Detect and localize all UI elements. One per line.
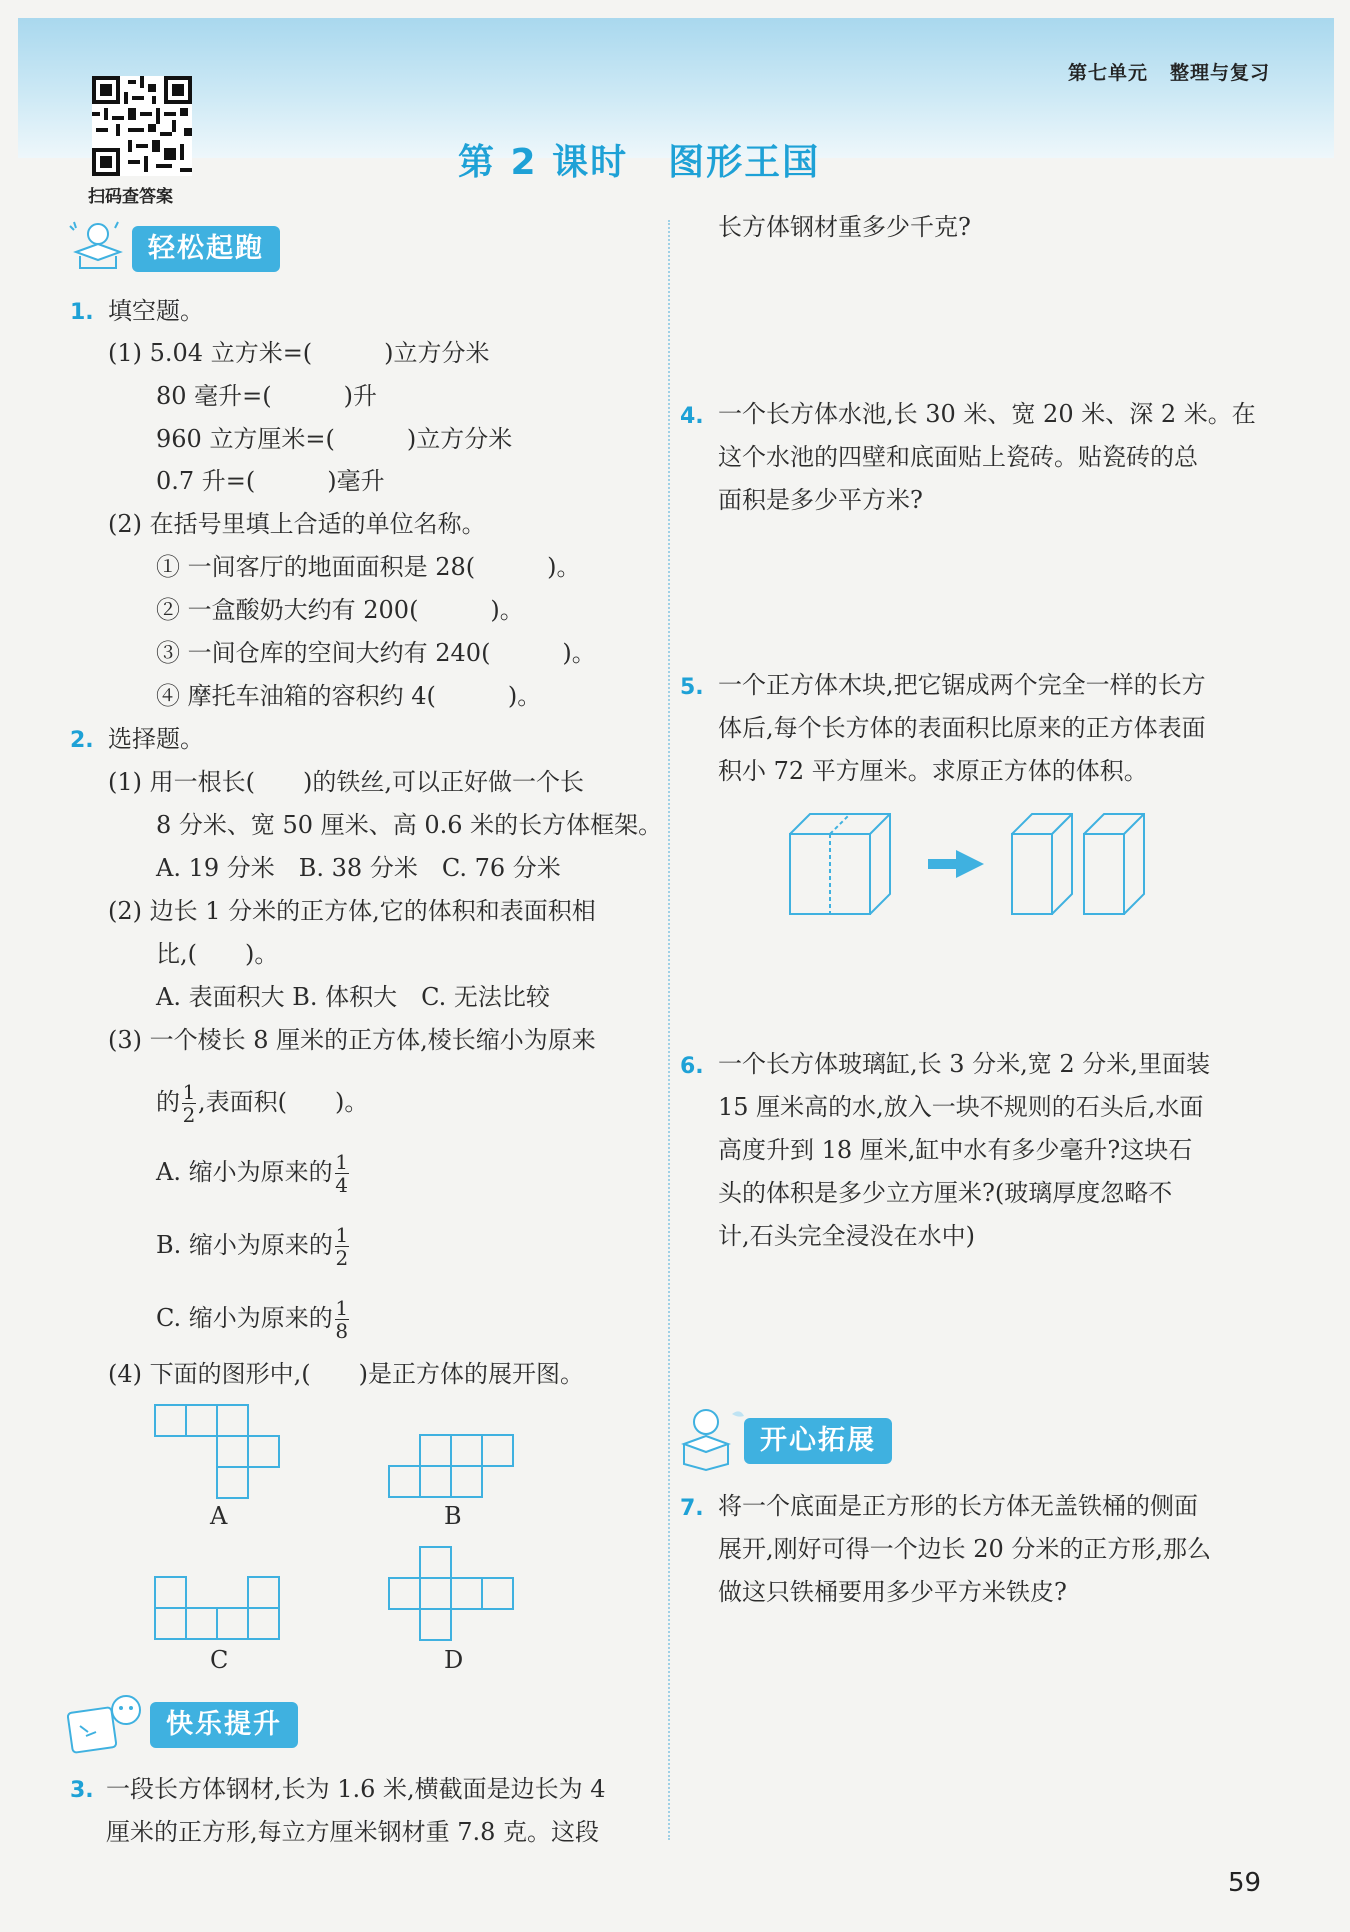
fill-line: 80 毫升=( )升 <box>156 382 378 410</box>
fraction: $\frac{1}{2}$ <box>335 1223 349 1270</box>
problem-line: 一个正方体木块,把它锯成两个完全一样的长方 <box>718 671 1206 699</box>
fill-line: 960 立方厘米=( )立方分米 <box>156 425 513 453</box>
choice-line: 比,( )。 <box>156 940 279 968</box>
choice-text: ,表面积( )。 <box>198 1088 369 1116</box>
section-badge-extend: 开心拓展 <box>744 1418 892 1464</box>
page-number: 59 <box>1228 1868 1262 1898</box>
section-badge-warmup: 轻松起跑 <box>132 226 280 272</box>
choice-line <box>156 1082 368 1125</box>
question-number: 5. <box>680 675 704 700</box>
qr-code[interactable] <box>92 76 192 176</box>
choice-options: A. 19 分米 B. 38 分米 C. 76 分米 <box>156 854 561 882</box>
fill-line: (1) 5.04 立方米=( )立方分米 <box>108 339 490 367</box>
qr-label: 扫码查答案 <box>88 187 173 207</box>
choice-line: (4) 下面的图形中,( )是正方体的展开图。 <box>108 1360 584 1388</box>
choice-line: (3) 一个棱长 8 厘米的正方体,棱长缩小为原来 <box>108 1026 596 1054</box>
lesson-title <box>458 134 820 185</box>
problem-line: 计,石头完全浸没在水中) <box>718 1222 975 1250</box>
problem-line: 这个水池的四壁和底面贴上瓷砖。贴瓷砖的总 <box>718 443 1198 471</box>
net-label-c: C <box>210 1646 229 1674</box>
unit-title <box>1068 58 1270 85</box>
problem-line: 一个长方体水池,长 30 米、宽 20 米、深 2 米。在 <box>718 400 1256 428</box>
option-b: B. 缩小为原来的 $\frac{1}{2}$ <box>156 1223 349 1270</box>
student-box-icon <box>676 1406 746 1472</box>
arrow-right-icon <box>928 850 984 878</box>
cube-net-d <box>388 1546 516 1642</box>
problem-line: 头的体积是多少立方厘米?(玻璃厚度忽略不 <box>718 1179 1173 1207</box>
question-number: 1. <box>70 300 94 325</box>
question-number: 6. <box>680 1054 704 1079</box>
problem-line: 高度升到 18 厘米,缸中水有多少毫升?这块石 <box>718 1136 1193 1164</box>
problem-line: 体后,每个长方体的表面积比原来的正方体表面 <box>718 714 1206 742</box>
choice-text: 的 <box>156 1088 180 1116</box>
question-number: 2. <box>70 728 94 753</box>
choice-options: A. 表面积大 B. 体积大 C. 无法比较 <box>156 983 550 1011</box>
problem-line: 长方体钢材重多少千克? <box>718 213 971 241</box>
option-a: A. 缩小为原来的 $\frac{1}{4}$ <box>156 1150 348 1197</box>
problem-line: 做这只铁桶要用多少平方米铁皮? <box>718 1578 1067 1606</box>
problem-line: 一段长方体钢材,长为 1.6 米,横截面是边长为 4 <box>106 1775 606 1803</box>
problem-line: 展开,刚好可得一个边长 20 分米的正方形,那么 <box>718 1535 1212 1563</box>
section-label: 整理与复习 <box>1169 62 1270 84</box>
option-c: C. 缩小为原来的 $\frac{1}{8}$ <box>156 1296 349 1343</box>
fill-line: ③ 一间仓库的空间大约有 240( )。 <box>156 639 596 667</box>
question-number: 7. <box>680 1496 704 1521</box>
problem-line: 一个长方体玻璃缸,长 3 分米,宽 2 分米,里面装 <box>718 1050 1210 1078</box>
cube-cut-diagram <box>788 812 1160 916</box>
question-title: 选择题。 <box>108 725 204 753</box>
fraction: $\frac{1}{2}$ <box>182 1080 196 1127</box>
column-divider <box>668 220 670 1840</box>
question-number: 4. <box>680 404 704 429</box>
fill-line: 0.7 升=( )毫升 <box>156 467 385 495</box>
net-label-b: B <box>444 1502 462 1530</box>
cube-net-a <box>154 1404 282 1500</box>
fill-line: ① 一间客厅的地面面积是 28( )。 <box>156 553 581 581</box>
question-title: 填空题。 <box>108 297 204 325</box>
problem-line: 将一个底面是正方形的长方体无盖铁桶的侧面 <box>718 1492 1198 1520</box>
cube-net-c <box>154 1576 282 1642</box>
choice-line: (1) 用一根长( )的铁丝,可以正好做一个长 <box>108 768 584 796</box>
fill-line: (2) 在括号里填上合适的单位名称。 <box>108 510 486 538</box>
choice-line: (2) 边长 1 分米的正方体,它的体积和表面积相 <box>108 897 596 925</box>
lesson-name: 图形王国 <box>668 142 821 183</box>
problem-line: 15 厘米高的水,放入一块不规则的石头后,水面 <box>718 1093 1204 1121</box>
section-badge-improve: 快乐提升 <box>150 1702 298 1748</box>
choice-line: 8 分米、宽 50 厘米、高 0.6 米的长方体框架。 <box>156 811 663 839</box>
problem-line: 厘米的正方形,每立方厘米钢材重 7.8 克。这段 <box>106 1818 600 1846</box>
fill-line: ② 一盒酸奶大约有 200( )。 <box>156 596 524 624</box>
lesson-number: 第 2 课时 <box>458 142 629 183</box>
net-label-a: A <box>210 1502 228 1530</box>
unit-label: 第七单元 <box>1067 62 1148 84</box>
question-number: 3. <box>70 1778 94 1803</box>
fraction: $\frac{1}{4}$ <box>335 1150 348 1197</box>
student-reading-icon <box>66 218 126 274</box>
cube-net-b <box>388 1434 516 1500</box>
fraction: $\frac{1}{8}$ <box>335 1296 349 1343</box>
fill-line: ④ 摩托车油箱的容积约 4( )。 <box>156 682 542 710</box>
net-label-d: D <box>444 1646 464 1674</box>
student-painting-icon <box>66 1692 162 1758</box>
problem-line: 积小 72 平方厘米。求原正方体的体积。 <box>718 757 1148 785</box>
problem-line: 面积是多少平方米? <box>718 486 923 514</box>
